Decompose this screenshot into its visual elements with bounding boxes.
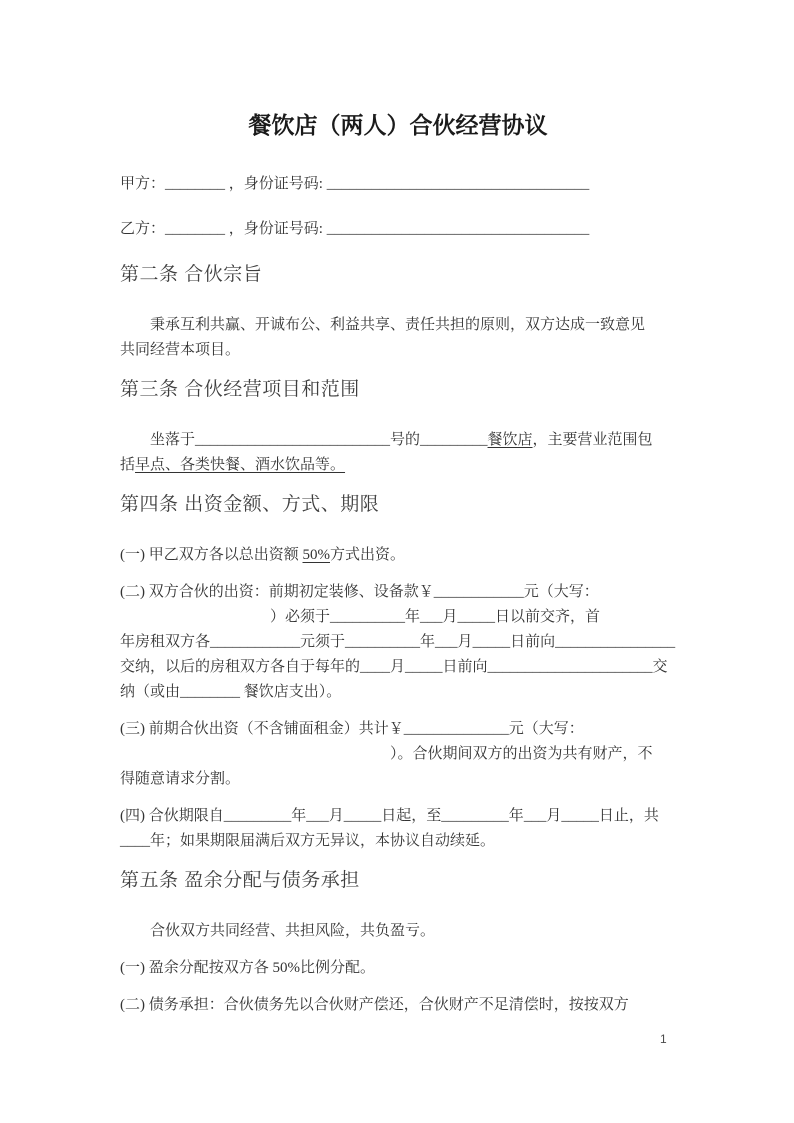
section-heading: 第二条 合伙宗旨 — [120, 264, 263, 285]
text-run: _________ — [223, 808, 292, 824]
text-line — [120, 428, 676, 453]
text-run: ________________ — [555, 634, 676, 650]
text-run: 乙方： — [120, 221, 166, 237]
text-run: _________ — [420, 432, 488, 448]
text-run: 得随意请求分割。 — [120, 771, 241, 787]
text-run: ____________ — [433, 584, 524, 600]
text-run: ________ — [165, 176, 226, 192]
text-run: 交 — [652, 659, 668, 675]
text-run: ___ — [435, 634, 458, 650]
text-run: 元（大写： — [508, 721, 584, 737]
text-run: _____ — [457, 609, 496, 625]
text-run: 日前向 — [510, 634, 556, 650]
text-run: ___________________________________ — [326, 176, 590, 192]
text-line — [120, 453, 676, 478]
text-run: 甲方： — [120, 176, 166, 192]
sections-block — [120, 262, 676, 1018]
text-run: (二) 债务承担：合伙债务先以合伙财产偿还，合伙财产不足清偿时，按按双方 — [120, 997, 629, 1013]
text-run: 括 — [120, 457, 136, 473]
text-run: ___ — [420, 609, 443, 625]
text-run: 月 — [390, 659, 406, 675]
text-run: ）必须于 — [120, 609, 331, 625]
text-run: __________ — [330, 609, 406, 625]
text-run: 餐饮店支出）。 — [240, 684, 342, 700]
text-run: ___ — [523, 808, 547, 824]
section-heading: 第五条 盈余分配与债务承担 — [120, 870, 360, 891]
text-line — [120, 767, 676, 792]
text-run: 年；如果期限届满后双方无异议，本协议自动续延。 — [150, 833, 496, 849]
text-run: 月 — [546, 808, 562, 824]
text-run: (四) 合伙期限自 — [120, 808, 224, 824]
text-run: 坐落于 — [120, 432, 196, 448]
text-line — [120, 919, 676, 944]
text-run: _________ — [441, 808, 509, 824]
text-run: 日以前交齐，首 — [495, 609, 601, 625]
text-line — [120, 630, 676, 655]
text-run: 共同经营本项目。 — [120, 342, 241, 358]
text-run: (三) 前期合伙出资（不含铺面租金）共计￥ — [120, 721, 404, 737]
text-run: ，主要营业范围包 — [532, 432, 653, 448]
party-row — [120, 217, 676, 242]
text-run: ____ — [360, 659, 391, 675]
text-line — [120, 742, 676, 767]
text-run: ______________________ — [487, 659, 653, 675]
paragraph — [120, 428, 676, 478]
text-run: 方式出资。 — [330, 547, 406, 563]
text-line — [120, 605, 676, 630]
text-run: ______________ — [403, 721, 509, 737]
text-run: (一) 甲乙双方各以总出资额 — [120, 547, 303, 563]
paragraph — [120, 993, 676, 1018]
underlined-text: 50% — [302, 547, 330, 563]
text-run: 日前向 — [442, 659, 488, 675]
text-run: ，身份证号码: — [225, 176, 327, 192]
text-line — [120, 956, 676, 981]
section-heading: 第三条 合伙经营项目和范围 — [120, 379, 360, 400]
text-run: 元须于 — [300, 634, 346, 650]
text-line — [120, 338, 676, 363]
paragraph — [120, 717, 676, 792]
text-line — [120, 829, 676, 854]
underlined-text: 早点、各类快餐、酒水饮品等。 — [135, 457, 346, 473]
text-run: ____________ — [210, 634, 301, 650]
text-run: 元（大写： — [523, 584, 599, 600]
text-run: ________ — [180, 684, 241, 700]
text-line — [120, 680, 676, 705]
text-run: 日止，共 — [598, 808, 659, 824]
text-run: __________ — [345, 634, 421, 650]
section-heading: 第四条 出资金额、方式、期限 — [120, 494, 380, 515]
text-run: 秉承互利共赢、开诚布公、利益共享、责任共担的原则，双方达成一致意见 — [120, 317, 646, 333]
text-run: 年 — [405, 609, 421, 625]
text-run: 日起，至 — [381, 808, 442, 824]
text-run: ___ — [306, 808, 329, 824]
text-line — [120, 993, 676, 1018]
text-line — [120, 313, 676, 338]
paragraph — [120, 543, 676, 568]
text-run: (二) 双方合伙的出资：前期初定装修、设备款￥ — [120, 584, 434, 600]
text-run: ____ — [120, 833, 150, 849]
page-number: 1 — [660, 1032, 667, 1046]
text-run: _____ — [405, 659, 443, 675]
underlined-text: 餐饮店 — [487, 432, 533, 448]
text-run: ___________________________________ — [326, 221, 590, 237]
text-run: (一) 盈余分配按双方各 50%比例分配。 — [120, 960, 375, 976]
party-row — [120, 172, 676, 197]
text-line — [120, 580, 676, 605]
text-run: 年 — [420, 634, 436, 650]
text-run: 合伙双方共同经营、共担风险，共负盈亏。 — [120, 923, 436, 939]
document-title: 餐饮店（两人）合伙经营协议 — [248, 112, 548, 138]
text-run: _____ — [561, 808, 599, 824]
text-line — [120, 543, 676, 568]
text-line — [120, 655, 676, 680]
paragraph — [120, 804, 676, 854]
text-run: ________ — [165, 221, 226, 237]
text-run: _____ — [472, 634, 511, 650]
text-line — [120, 717, 676, 742]
text-run: 月 — [442, 609, 458, 625]
parties-block — [120, 172, 676, 242]
text-run: 年房租双方各 — [120, 634, 211, 650]
text-run: __________________________ — [195, 432, 391, 448]
paragraph — [120, 919, 676, 944]
text-run: ）。合伙期间双方的出资为共有财产，不 — [120, 746, 653, 762]
paragraph — [120, 580, 676, 705]
paragraph — [120, 313, 676, 363]
paragraph — [120, 956, 676, 981]
text-run: 月 — [457, 634, 473, 650]
text-run: _____ — [343, 808, 382, 824]
text-run: 交纳，以后的房租双方各自于每年的 — [120, 659, 361, 675]
text-run: 年 — [508, 808, 524, 824]
text-run: 年 — [291, 808, 307, 824]
text-run: 月 — [328, 808, 344, 824]
text-line — [120, 804, 676, 829]
text-run: ，身份证号码: — [225, 221, 327, 237]
text-run: 纳（或由 — [120, 684, 181, 700]
text-run: 号的 — [390, 432, 421, 448]
